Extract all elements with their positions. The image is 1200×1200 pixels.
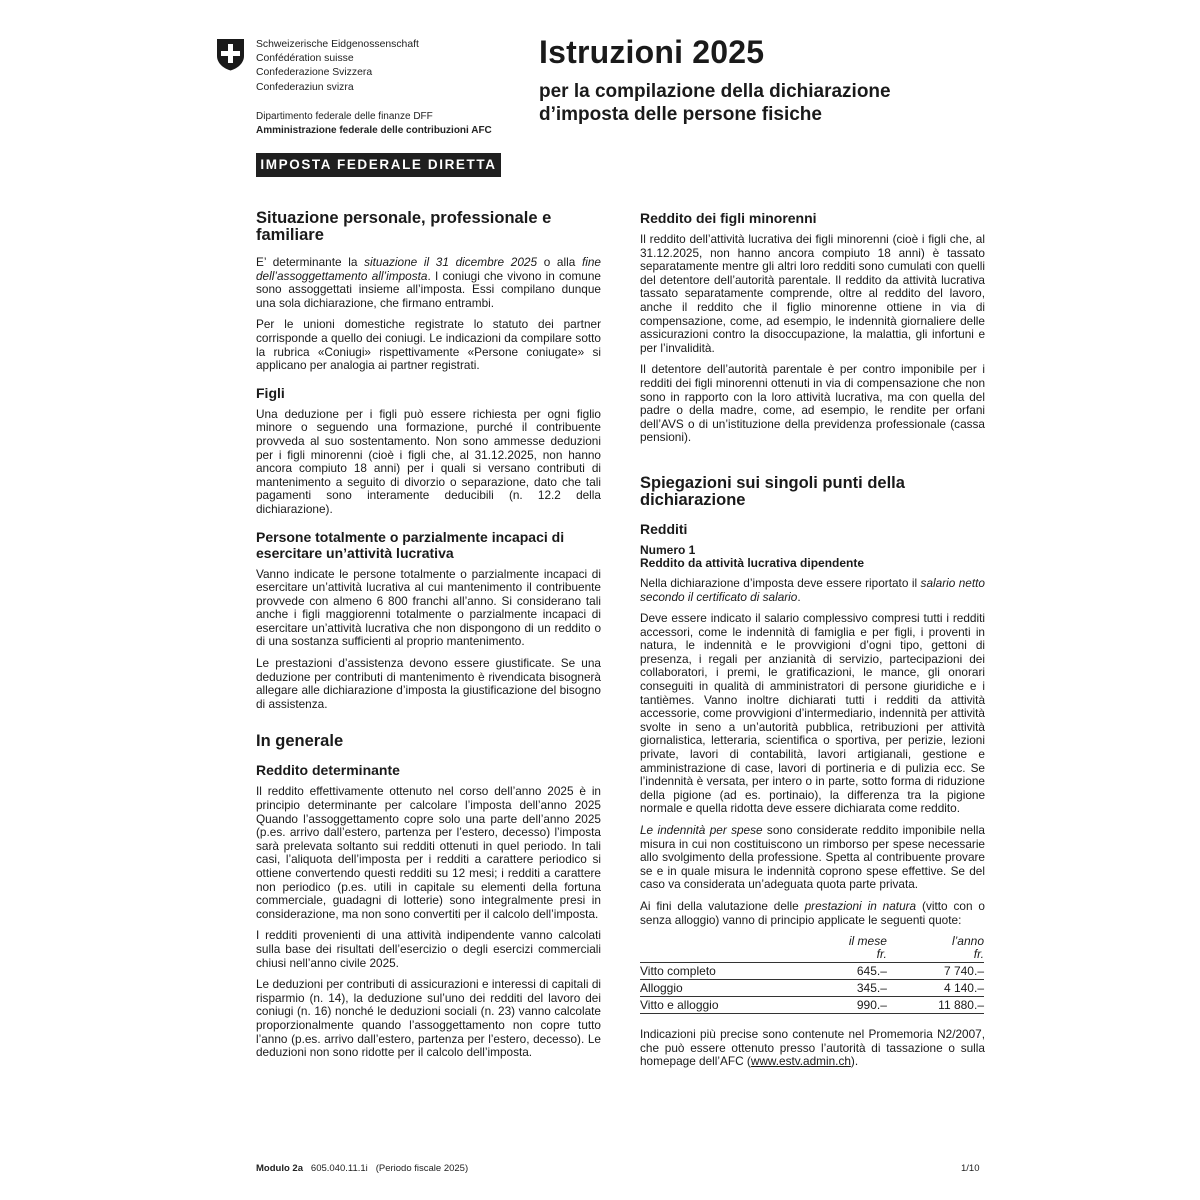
administration-name: Amministrazione federale delle contribuzioni AFC: [256, 125, 492, 136]
paragraph-dipendente-3: Le indennità per spese sono considerate reddito imponibile nella misura in cui non costituiscono un rimborso per spese necessarie allo svolgimento della professione. Spetta al contribuente provare se e in quale misura le indennità coprono spese effettive. Se del caso va considerata un’adeguata quota parte privata.: [640, 823, 985, 892]
section-title-figli-minorenni: Reddito dei figli minorenni: [640, 210, 817, 226]
paragraph-incapaci-2: Le prestazioni d’assistenza devono essere giustificate. Se una deduzione per contributi di mantenimento è rivendicata bisognerà allegare alle dichiarazione d’imposta la giustificazione del bisogno di assistenza.: [256, 656, 601, 711]
section-title-reddito-determinante: Reddito determinante: [256, 762, 400, 779]
footer: [256, 1163, 468, 1174]
row-month: 990.–: [806, 997, 887, 1014]
paragraph-reddito-determinante-3: Le deduzioni per contributi di assicurazioni e interessi di capitali di risparmio (n. 14), la deduzione sul’uno dei redditi del lavoro dei coniugi (n. 16) nonché le deduzioni sociali (n. 23) vanno calcolate proporzionalmente quando l’assoggettamento non copre tutto l’anno (p.es. arrivo dall’estero, partenza per l’estero, decesso). Le deduzioni non sono ridotte per il calcolo dell’imposta.: [256, 977, 601, 1060]
paragraph-situazione-2: Per le unioni domestiche registrate lo statuto dei partner corrisponde a quello dei coniugi. Le indicazioni da compilare sotto la rubrica «Coniugi» rispettivamente «Persone coniugate» si applicano per analogia ai partner registrati.: [256, 317, 601, 373]
page-title: Istruzioni 2025: [539, 34, 765, 70]
department-block: [256, 110, 526, 138]
subsection-numero-1: [640, 544, 985, 571]
confederation-fr: Confédération suisse: [256, 53, 354, 65]
paragraph-incapaci-1: Vanno indicate le persone totalmente o parzialmente incapaci di esercitare un’attività lucrativa al cui mantenimento il contribuente provvede con almeno 6 800 franchi all’anno. Si considerano tali anche i figli maggiorenni totalmente o parzialmente incapaci di esercitare un’attività lucrativa che non dispongono di un reddito o di una sostanza sufficienti al proprio mantenimento.: [256, 566, 601, 649]
col-header-month: il mese: [848, 934, 887, 949]
row-month: 345.–: [806, 980, 887, 997]
paragraph-dipendente-1: Nella dichiarazione d’imposta deve essere riportato il salario netto secondo il certificato di salario.: [640, 575, 985, 604]
row-year: 11 880.–: [887, 997, 984, 1014]
confederation-rm: Confederaziun svizra: [256, 81, 354, 93]
paragraph-minorenni-1: Il reddito dell’attività lucrativa dei figli minorenni (cioè i figli che, al 31.12.2025, non hanno ancora compiuto 18 anni) è tassato separatamente mentre gli altri loro redditi sono cumulati con quelli del detentore dell’autorità parentale. Il reddito da attività lucrativa tassato separatamente comprende, oltre al reddito del lavoro, anche il reddito che il figlio minorenne ottiene in via di compensazione, come, ad esempio, le indennità giornaliere delle assicurazioni contro la disoccupazione, la malattia, gli infortuni e per l’invalidità.: [640, 232, 985, 355]
col-currency-month: fr.: [806, 948, 887, 963]
col-header-year: l’anno: [951, 934, 984, 949]
confederation-it: Confederazione Svizzera: [256, 67, 373, 79]
paragraph-reddito-determinante-2: I redditi provenienti di una attività indipendente vanno calcolati sulla base dei risultati dell’esercizio o degli esercizi commerciali chiusi nell’anno civile 2025.: [256, 928, 601, 970]
section-title-figli: Figli: [256, 384, 285, 401]
swiss-cross-icon: [216, 38, 245, 71]
row-label: Alloggio: [640, 980, 806, 997]
section-title-situazione: Situazione personale, professionale e familiare: [256, 209, 552, 244]
afc-website-link[interactable]: www.estv.admin.ch: [750, 1054, 851, 1069]
rates-table: [640, 935, 984, 1014]
table-row: [640, 980, 984, 997]
paragraph-reddito-determinante-1: Il reddito effettivamente ottenuto nel corso dell’anno 2025 è in principio determinante per calcolare l’imposta dell’anno 2025 Quando l’assoggettamento copre solo una parte dell’anno 2025 (p.es. arrivo dall’estero, partenza per l’estero, decesso) l’imposta sarà prelevata soltanto sui redditi ottenuti in quel periodo. In tali casi, l’aliquota dell’imposta per i redditi a carattere periodico si ottiene convertendo questi redditi su 12 mesi; i redditi a carattere non periodico (p.es. utili in capitale su elementi della fortuna commerciale, guadagni di lotterie) sono integralmente presi in considerazione, ma non sono convertiti per il calcolo dell’imposta.: [256, 784, 601, 921]
row-year: 7 740.–: [887, 963, 984, 980]
left-column: [256, 210, 601, 1068]
page-number: 1/10: [961, 1163, 980, 1174]
paragraph-figli: Una deduzione per i figli può essere richiesta per ogni figlio minore o seguendo una formazione, purché il contribuente provveda al suo sostentamento. Non sono ammesse deduzioni per i figli minorenni (cioè i figli che, al 31.12.2025, non hanno ancora compiuto 18 anni) per i quali si versano contributi di mantenimento a seguito di divorzio o separazione, dato che tali pagamenti sono interamente deducibili (n. 12.2 della dichiarazione).: [256, 406, 601, 516]
row-label: Vitto completo: [640, 963, 806, 980]
row-label: Vitto e alloggio: [640, 997, 806, 1014]
right-column: [640, 210, 985, 1077]
col-currency-year: fr.: [887, 948, 984, 963]
paragraph-minorenni-2: Il detentore dell’autorità parentale è per contro imponibile per i redditi dei figli minorenni ottenuti in via di compensazione che non sono in rapporto con la loro attività lucrativa, ma con quella del padre o della madre, come, ad esempio, le rendite per orfani dell’AVS o di un’istituzione della previdenza professionale (cassa pensioni).: [640, 362, 985, 445]
table-row: [640, 997, 984, 1014]
row-month: 645.–: [806, 963, 887, 980]
form-label: Modulo 2a: [256, 1163, 303, 1174]
department-name: Dipartimento federale delle finanze DFF: [256, 111, 433, 122]
confederation-names: [256, 38, 506, 95]
paragraph-dipendente-4: Ai fini della valutazione delle prestazioni in natura (vitto con o senza alloggio) vanno di principio applicate le seguenti quote:: [640, 898, 985, 927]
section-title-redditi: Redditi: [640, 520, 688, 537]
section-title-generale: In generale: [256, 732, 344, 751]
numero-title: Reddito da attività lucrativa dipendente: [640, 556, 865, 571]
section-title-spiegazioni: Spiegazioni sui singoli punti della dichiarazione: [640, 473, 905, 509]
table-row: [640, 963, 984, 980]
paragraph-dipendente-2: Deve essere indicato il salario complessivo compresi tutti i redditi accessori, come le indennità di famiglia e per figli, i proventi in natura, le indennità e le provvigioni d’ogni tipo, gettoni di presenza, i regali per anzianità di servizio, partecipazioni dei collaboratori, i premi, le gratificazioni, le mance, gli onorari conseguiti in qualità di amministratori di persone giuridiche e i tantièmes. Vanno inoltre dichiarati tutti i redditi da attività accessorie, come provvigioni d’intermediario, indennità per attività svolte in seno a un’autorità pubblica, retribuzioni per attività giornalistica, letteraria, scientifica o sportiva, per perizie, lezioni private, lavori di contabilità, lavori artigianali, gestione e amministrazione di case, lavori di portineria e di pulizia ecc. Se l’indennità è versata, per intero o in parte, sotto forma di riduzione della pigione (ad es. portinaio), la differenza tra la pigione normale e quella ridotta deve essere dichiarata come reddito.: [640, 611, 985, 816]
numero-label: Numero 1: [640, 542, 696, 557]
paragraph-situazione-1: E’ determinante la situazione il 31 dicembre 2025 o alla fine dell’assoggettamento all’imposta. I coniugi che vivono in comune sono assoggettati insieme all’imposta. Essi compilano dunque una sola dichiarazione, che firmano entrambi.: [256, 255, 601, 310]
confederation-de: Schweizerische Eidgenossenschaft: [256, 39, 419, 50]
tax-period: (Periodo fiscale 2025): [375, 1163, 469, 1174]
paragraph-promemoria: Indicazioni più precise sono contenute nel Promemoria N2/2007, che può essere ottenuto presso l’autorità di tassazione o sulla homepage dell’AFC (www.estv.admin.ch).: [640, 1027, 985, 1069]
tax-type-banner: IMPOSTA FEDERALE DIRETTA: [256, 153, 501, 177]
page-subtitle: per la compilazione della dichiarazione d’imposta delle persone fisiche: [539, 81, 891, 125]
row-year: 4 140.–: [887, 980, 984, 997]
form-code: 605.040.11.1i: [310, 1163, 368, 1174]
section-title-incapaci: Persone totalmente o parzialmente incapaci di esercitare un’attività lucrativa: [256, 528, 565, 561]
